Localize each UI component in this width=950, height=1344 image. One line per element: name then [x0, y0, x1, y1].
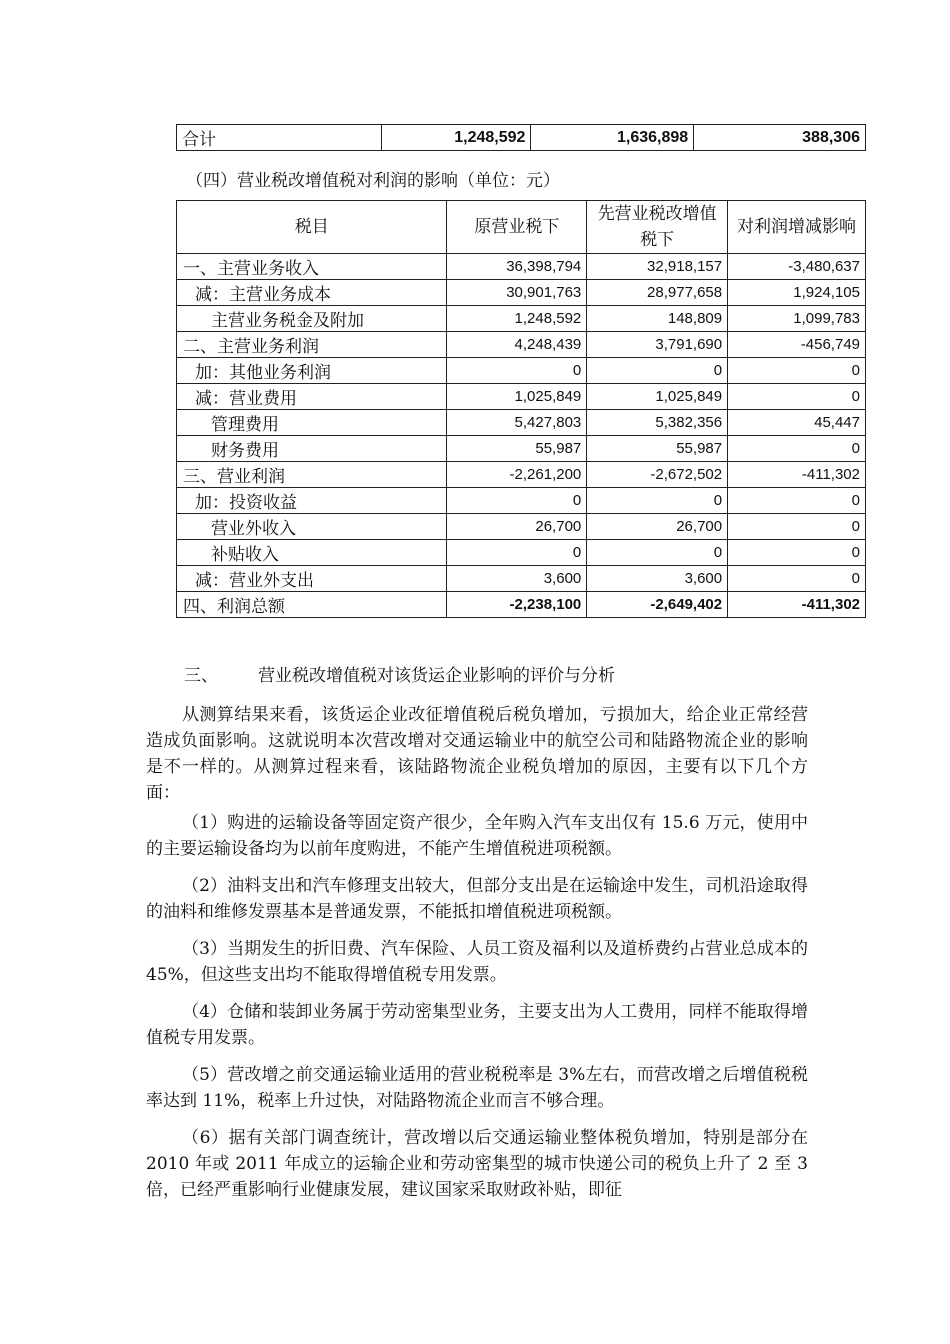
table-row — [177, 436, 866, 462]
table-row — [177, 462, 866, 488]
table-header-row — [177, 201, 866, 254]
table-row — [177, 566, 866, 592]
cell-original: 4,248,439 — [447, 332, 587, 358]
paragraph-point-2: （2）油料支出和汽车修理支出较大，但部分支出是在运输途中发生，司机沿途取得的油料和维修发票基本是普通发票，不能抵扣增值税进项税额。 — [146, 876, 808, 922]
paragraph-point-1: （1）购进的运输设备等固定资产很少，全年购入汽车支出仅有 15.6 万元，使用中的主要运输设备均为以前年度购进，不能产生增值税进项税额。 — [146, 813, 808, 859]
cell-diff: 0 — [728, 436, 866, 462]
cell-diff: -411,302 — [728, 592, 866, 618]
total-table — [176, 124, 866, 151]
cell-diff: 0 — [728, 566, 866, 592]
cell-original: 30,901,763 — [447, 280, 587, 306]
row-label: 三、营业利润 — [177, 462, 447, 488]
cell-diff: 0 — [728, 514, 866, 540]
cell-new: 0 — [587, 488, 728, 514]
cell-diff: -3,480,637 — [728, 254, 866, 280]
cell-original: 1,248,592 — [447, 306, 587, 332]
cell-new: 5,382,356 — [587, 410, 728, 436]
cell-new: 0 — [587, 358, 728, 384]
row-label: 财务费用 — [177, 436, 447, 462]
total-value-original: 1,248,592 — [381, 125, 531, 151]
cell-new: 55,987 — [587, 436, 728, 462]
total-value-new: 1,636,898 — [531, 125, 694, 151]
table-row — [177, 332, 866, 358]
total-value-diff: 388,306 — [694, 125, 866, 151]
paragraph-intro: 从测算结果来看，该货运企业改征增值税后税负增加，亏损加大，给企业正常经营造成负面影响。这就说明本次营改增对交通运输业中的航空公司和陆路物流企业的影响是不一样的。从测算过程来看，该陆路物流企业税负增加的原因，主要有以下几个方面： — [146, 705, 808, 803]
section-title-text: 营业税改增值税对该货运企业影响的评价与分析 — [258, 666, 615, 686]
row-label: 主营业务税金及附加 — [177, 306, 447, 332]
cell-new: 3,791,690 — [587, 332, 728, 358]
cell-original: 36,398,794 — [447, 254, 587, 280]
row-label: 减：主营业务成本 — [177, 280, 447, 306]
cell-original: 55,987 — [447, 436, 587, 462]
cell-original: -2,261,200 — [447, 462, 587, 488]
paragraph-point-3: （3）当期发生的折旧费、汽车保险、人员工资及福利以及道桥费约占营业总成本的 45%，但这些支出均不能取得增值税专用发票。 — [146, 939, 808, 985]
cell-original: 1,025,849 — [447, 384, 587, 410]
table-row — [177, 254, 866, 280]
header-original: 原营业税下 — [447, 201, 587, 254]
section-number: 三、 — [184, 666, 218, 686]
cell-new: 0 — [587, 540, 728, 566]
table-row — [177, 488, 866, 514]
cell-new: 28,977,658 — [587, 280, 728, 306]
row-label: 补贴收入 — [177, 540, 447, 566]
total-row — [177, 125, 866, 151]
row-label: 二、主营业务利润 — [177, 332, 447, 358]
table-row — [177, 540, 866, 566]
cell-diff: 0 — [728, 540, 866, 566]
paragraph-point-5: （5）营改增之前交通运输业适用的营业税税率是 3%左右，而营改增之后增值税税率达到 11%，税率上升过快，对陆路物流企业而言不够合理。 — [146, 1065, 808, 1111]
total-label: 合计 — [177, 125, 382, 151]
row-label: 减：营业外支出 — [177, 566, 447, 592]
table-row-total — [177, 592, 866, 618]
row-label: 减：营业费用 — [177, 384, 447, 410]
cell-diff: -456,749 — [728, 332, 866, 358]
table-row — [177, 514, 866, 540]
cell-original: -2,238,100 — [447, 592, 587, 618]
cell-diff: 0 — [728, 358, 866, 384]
table-caption: （四）营业税改增值税对利润的影响（单位：元） — [186, 171, 560, 191]
cell-diff: 0 — [728, 488, 866, 514]
cell-new: -2,649,402 — [587, 592, 728, 618]
cell-original: 5,427,803 — [447, 410, 587, 436]
paragraph-point-6: （6）据有关部门调查统计，营改增以后交通运输业整体税负增加，特别是部分在 2010 年或 2011 年成立的运输企业和劳动密集型的城市快递公司的税负上升了 2 至 3 倍，已经严重影响行业健康发展，建议国家采取财政补贴，即征 — [146, 1128, 808, 1200]
row-label: 管理费用 — [177, 410, 447, 436]
cell-diff: 0 — [728, 384, 866, 410]
section-heading — [184, 661, 615, 686]
cell-new: 26,700 — [587, 514, 728, 540]
cell-original: 26,700 — [447, 514, 587, 540]
table-row — [177, 306, 866, 332]
row-label: 一、主营业务收入 — [177, 254, 447, 280]
cell-original: 3,600 — [447, 566, 587, 592]
cell-diff: -411,302 — [728, 462, 866, 488]
cell-diff: 1,099,783 — [728, 306, 866, 332]
cell-new: -2,672,502 — [587, 462, 728, 488]
cell-original: 0 — [447, 358, 587, 384]
table-row — [177, 358, 866, 384]
table-row — [177, 280, 866, 306]
profit-table — [176, 200, 866, 618]
cell-new: 1,025,849 — [587, 384, 728, 410]
header-new: 先营业税改增值税下 — [587, 201, 728, 254]
paragraph-point-4: （4）仓储和装卸业务属于劳动密集型业务，主要支出为人工费用，同样不能取得增值税专用发票。 — [146, 1002, 808, 1048]
row-label: 营业外收入 — [177, 514, 447, 540]
cell-new: 32,918,157 — [587, 254, 728, 280]
cell-new: 3,600 — [587, 566, 728, 592]
header-item: 税目 — [177, 201, 447, 254]
cell-diff: 45,447 — [728, 410, 866, 436]
cell-original: 0 — [447, 488, 587, 514]
cell-diff: 1,924,105 — [728, 280, 866, 306]
header-diff: 对利润增减影响 — [728, 201, 866, 254]
row-label: 四、利润总额 — [177, 592, 447, 618]
table-row — [177, 410, 866, 436]
row-label: 加：其他业务利润 — [177, 358, 447, 384]
row-label: 加：投资收益 — [177, 488, 447, 514]
table-row — [177, 384, 866, 410]
cell-new: 148,809 — [587, 306, 728, 332]
cell-original: 0 — [447, 540, 587, 566]
